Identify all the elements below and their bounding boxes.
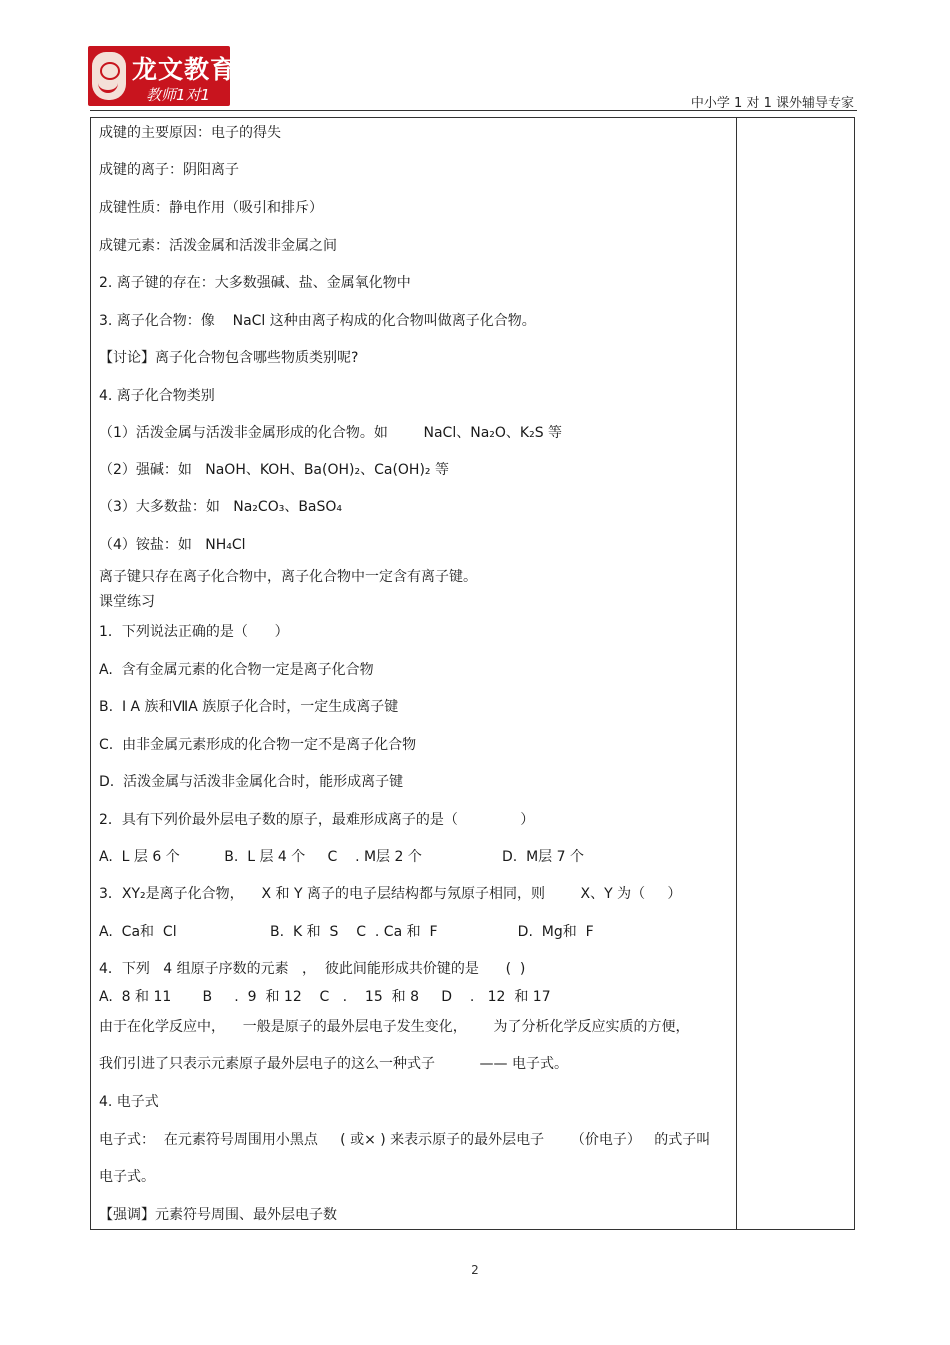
text-line: 成键的离子：阴阳离子	[99, 162, 239, 178]
text-line: 4．下列 4 组原子序数的元素 ， 彼此间能形成共价键的是 ( )	[99, 961, 526, 977]
text-line: 成键的主要原因：电子的得失	[99, 125, 281, 141]
header-slogan: 中小学 1 对 1 课外辅导专家	[690, 96, 854, 111]
text-line: 我们引进了只表示元素原子最外层电子的这么一种式子 —— 电子式。	[99, 1056, 568, 1072]
text-line: B. Ⅰ A 族和ⅦA 族原子化合时，一定生成离子键	[99, 699, 399, 715]
text-line: 成键性质：静电作用（吸引和排斥）	[99, 200, 323, 216]
text-line: 1．下列说法正确的是（ ）	[99, 624, 289, 640]
text-line: 3．XY₂是离子化合物， X 和 Y 离子的电子层结构都与氖原子相同，则 X、Y 为（ ）	[99, 886, 682, 902]
text-line: 电子式。	[99, 1169, 155, 1185]
text-line: （2）强碱：如 NaOH、KOH、Ba(OH)₂、Ca(OH)₂ 等	[99, 462, 449, 478]
text-line: （4）铵盐：如 NH₄Cl	[99, 537, 246, 553]
text-line: A. 含有金属元素的化合物一定是离子化合物	[99, 662, 374, 678]
logo-tagline: 教师1对1	[146, 86, 211, 104]
text-line: D. 活泼金属与活泼非金属化合时，能形成离子键	[99, 774, 404, 790]
text-line: A. Ca和 Cl B. K 和 S C . Ca 和 F D. Mg和 F	[99, 924, 594, 940]
mascot-icon	[92, 52, 126, 100]
text-line: 4. 电子式	[99, 1094, 159, 1110]
text-line: （3）大多数盐：如 Na₂CO₃、BaSO₄	[99, 499, 343, 515]
brand-logo	[88, 46, 237, 106]
text-line: 3. 离子化合物：像 NaCl 这种由离子构成的化合物叫做离子化合物。	[99, 313, 536, 329]
text-line: （1）活泼金属与活泼非金属形成的化合物。如 NaCl、Na₂O、K₂S 等	[99, 425, 563, 441]
text-line: C. 由非金属元素形成的化合物一定不是离子化合物	[99, 737, 417, 753]
logo-name: 龙文教育	[132, 55, 237, 84]
text-line: 离子键只存在离子化合物中，离子化合物中一定含有离子键。	[99, 569, 477, 585]
text-line: 由于在化学反应中， 一般是原子的最外层电子发生变化， 为了分析化学反应实质的方便，	[99, 1019, 690, 1035]
text-line: 成键元素：活泼金属和活泼非金属之间	[99, 238, 337, 254]
text-line: 4. 离子化合物类别	[99, 388, 215, 404]
text-line: 【强调】元素符号周围、最外层电子数	[99, 1207, 337, 1223]
table-column-divider	[736, 117, 737, 1230]
text-line: 2．具有下列价最外层电子数的原子，最难形成离子的是（ ）	[99, 812, 535, 828]
page-number: 2	[471, 1263, 479, 1277]
text-line: 2. 离子键的存在：大多数强碱、盐、金属氧化物中	[99, 275, 411, 291]
text-line: A. L 层 6 个 B. L 层 4 个 C . M层 2 个 D. M层 7 个	[99, 849, 584, 865]
header-rule	[90, 110, 857, 111]
text-line: 课堂练习	[99, 594, 155, 610]
text-line: 电子式： 在元素符号周围用小黑点 ( 或× ) 来表示原子的最外层电子 （价电子） 的式子叫	[99, 1132, 711, 1148]
text-line: 【讨论】离子化合物包含哪些物质类别呢?	[99, 350, 359, 366]
text-line: A. 8 和 11 B . 9 和 12 C . 15 和 8 D . 12 和 17	[99, 989, 551, 1005]
